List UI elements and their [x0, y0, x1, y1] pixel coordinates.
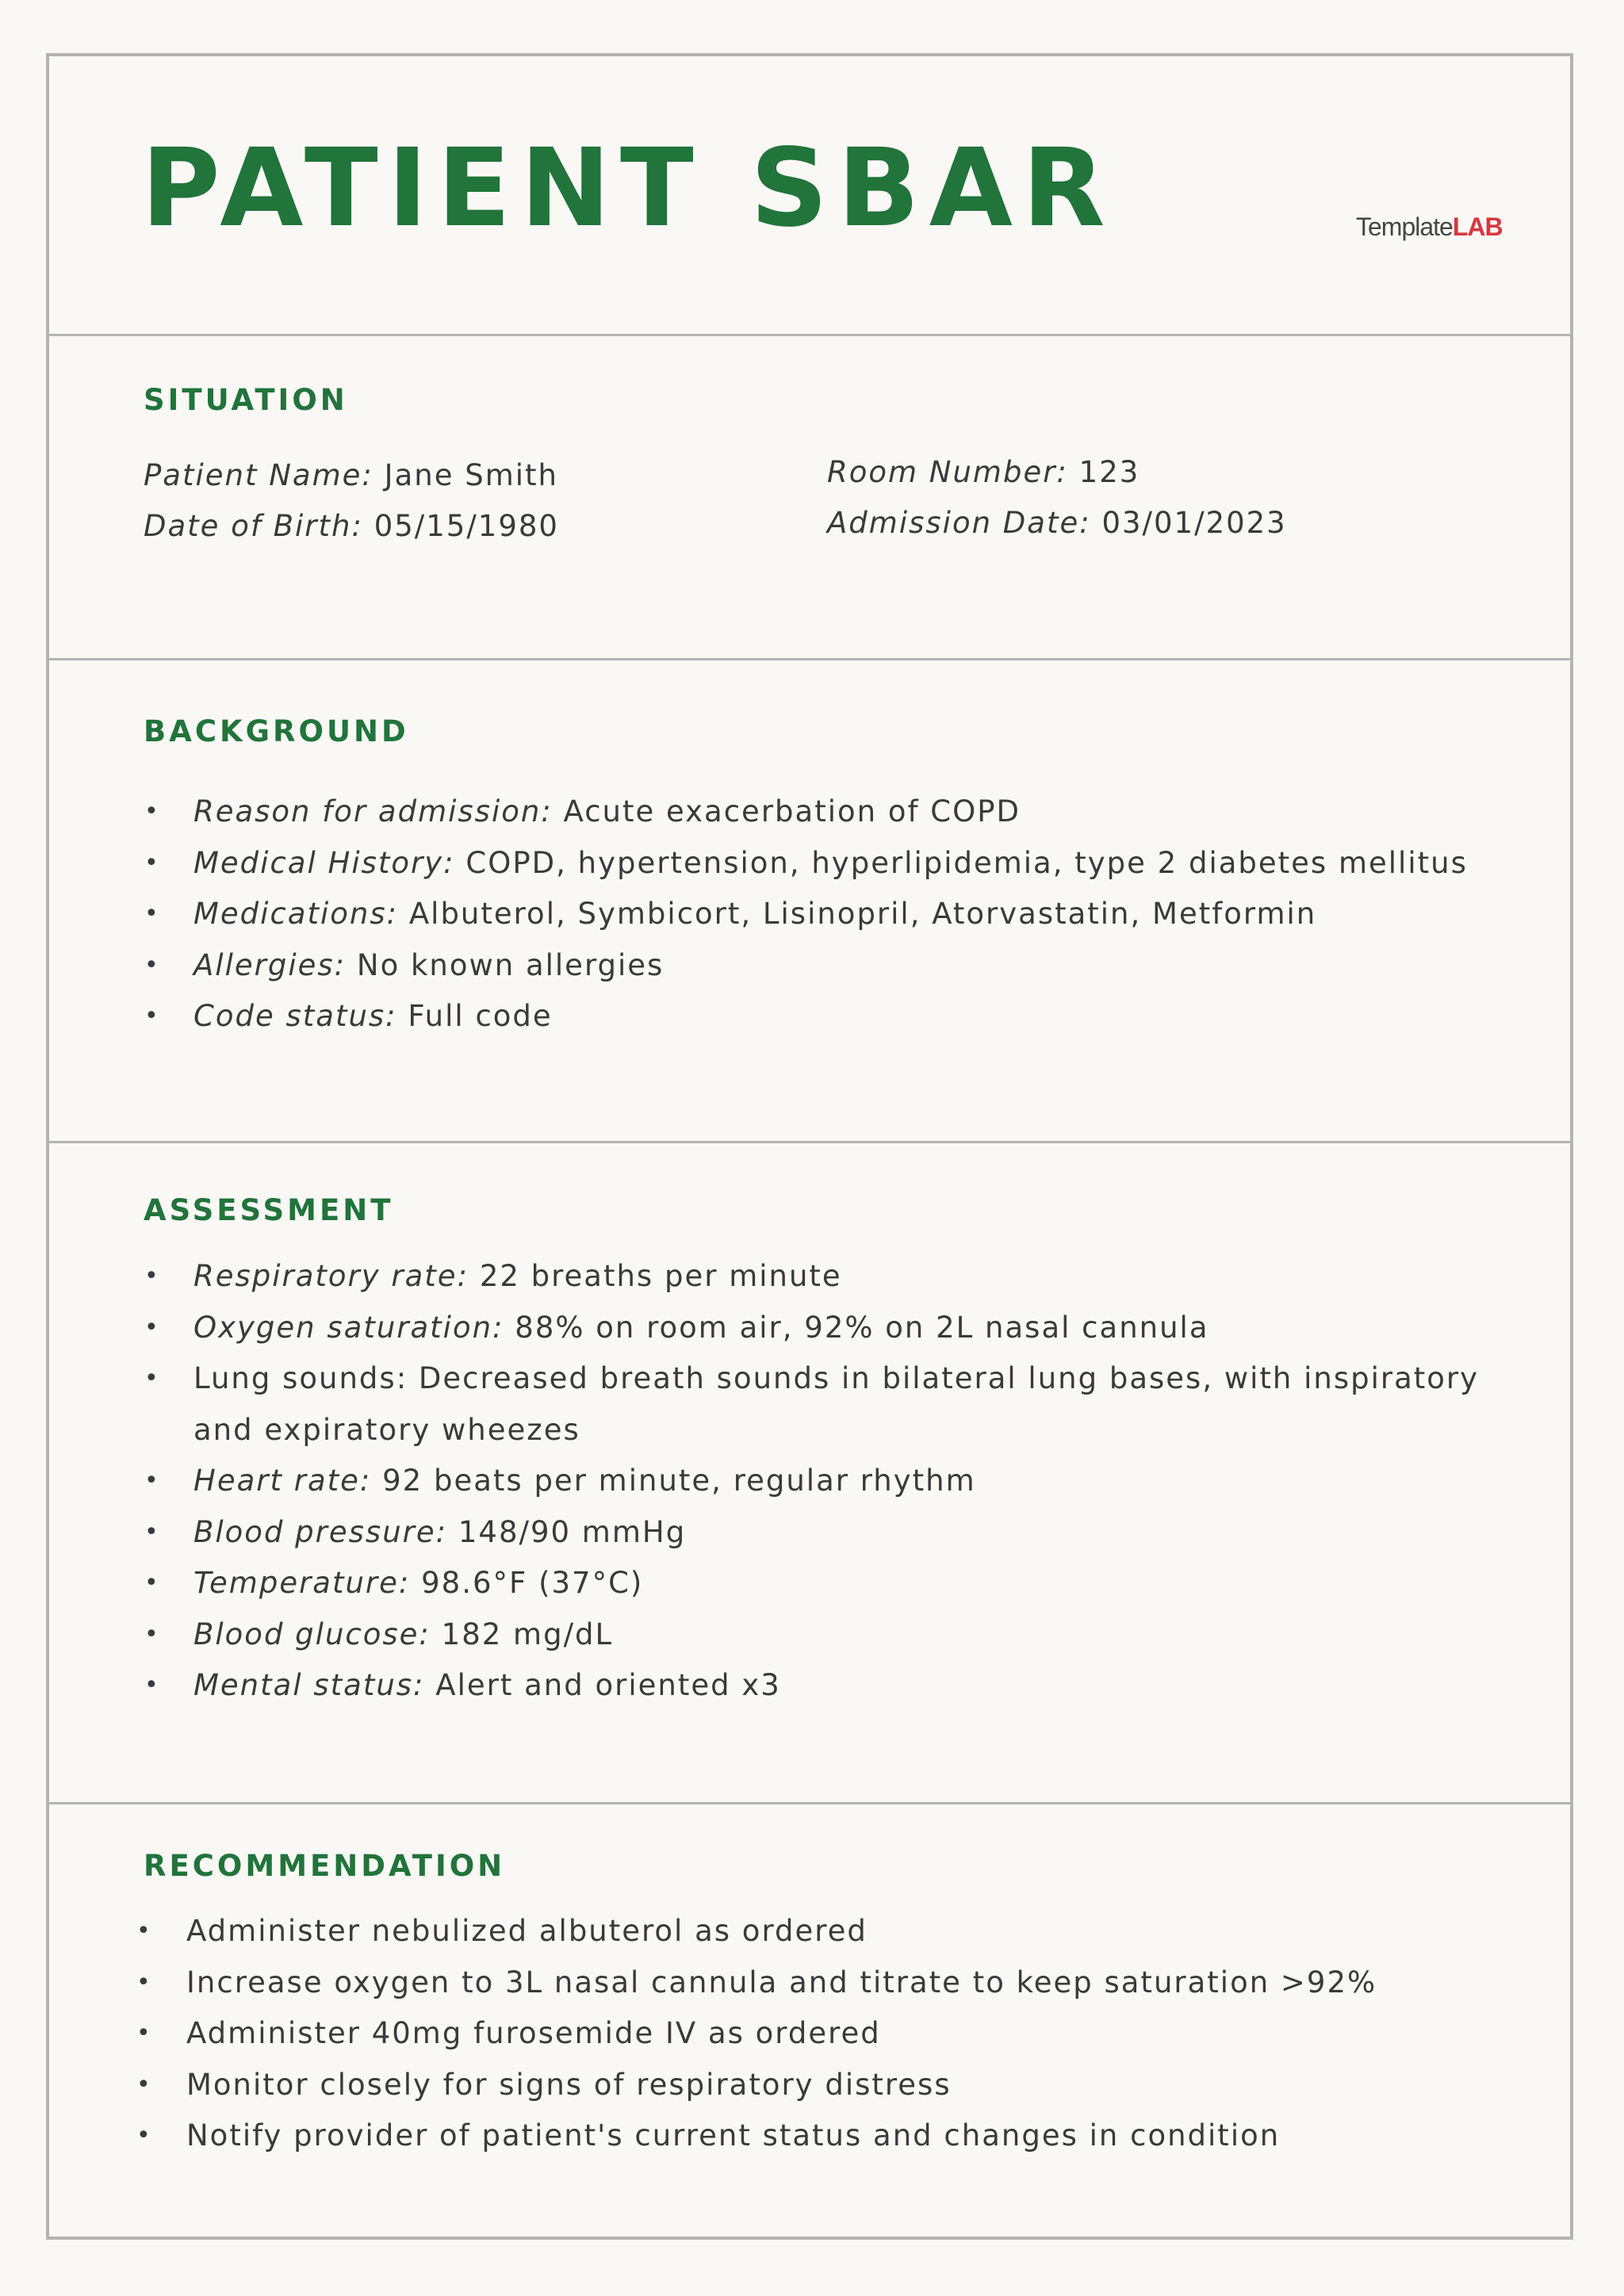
bullet-icon: • [144, 951, 160, 979]
section-divider [46, 1141, 1573, 1143]
bullet-icon: • [144, 1313, 160, 1341]
templatelab-logo [1356, 212, 1503, 242]
bullet-icon: • [136, 2122, 152, 2149]
date-of-birth-field [144, 511, 559, 541]
room-number-value: 123 [1078, 455, 1140, 489]
recommendation-list [136, 1906, 1377, 2162]
list-item: • Code status: Full code [144, 991, 1468, 1043]
list-item: • Increase oxygen to 3L nasal cannula and titrate to keep saturation >92% [136, 1957, 1377, 2009]
bullet-icon: • [144, 1364, 160, 1392]
room-number-label: Room Number: [827, 455, 1068, 489]
bullet-icon: • [136, 2070, 152, 2099]
list-item: • Monitor closely for signs of respiratory distress [136, 2060, 1377, 2111]
patient-name-value: Jane Smith [384, 458, 558, 492]
list-item: • Administer nebulized albuterol as ordered [136, 1906, 1377, 1957]
background-heading: BACKGROUND [144, 714, 409, 748]
list-item: • Allergies: No known allergies [144, 940, 1468, 992]
background-list [144, 786, 1468, 1043]
recommendation-heading: RECOMMENDATION [144, 1849, 506, 1883]
bullet-icon: • [144, 1002, 160, 1030]
admission-date-value: 03/01/2023 [1101, 506, 1287, 540]
section-divider [46, 1802, 1573, 1804]
room-number-field [827, 457, 1139, 487]
list-item: • Medications: Albuterol, Symbicort, Lisinopril, Atorvastatin, Metformin [144, 889, 1468, 940]
list-item: • Temperature: 98.6°F (37°C) [144, 1558, 1479, 1609]
section-divider [46, 658, 1573, 660]
bullet-icon: • [136, 1968, 152, 1996]
section-divider [46, 334, 1573, 336]
bullet-icon: • [144, 848, 160, 877]
bullet-icon: • [144, 1620, 160, 1648]
patient-name-label: Patient Name: [144, 458, 373, 492]
list-item: • Blood pressure: 148/90 mmHg [144, 1507, 1479, 1559]
assessment-heading: ASSESSMENT [144, 1193, 394, 1227]
logo-text-lab: LAB [1452, 212, 1503, 241]
list-item: • Blood glucose: 182 mg/dL [144, 1609, 1479, 1661]
list-item: • Administer 40mg furosemide IV as ordered [136, 2008, 1377, 2060]
bullet-icon: • [136, 1917, 152, 1945]
list-item: • Notify provider of patient's current status and changes in condition [136, 2110, 1377, 2162]
bullet-icon: • [144, 1671, 160, 1699]
bullet-icon: • [144, 1517, 160, 1546]
admission-date-field [827, 508, 1287, 538]
list-item: • Respiratory rate: 22 breaths per minute [144, 1251, 1479, 1303]
list-item: • Heart rate: 92 beats per minute, regular rhythm [144, 1456, 1479, 1507]
situation-heading: SITUATION [144, 383, 348, 417]
bullet-icon: • [144, 1569, 160, 1597]
bullet-icon: • [144, 900, 160, 928]
list-item: • Mental status: Alert and oriented x3 [144, 1660, 1479, 1712]
bullet-icon: • [136, 2019, 152, 2047]
bullet-icon: • [144, 1262, 160, 1290]
logo-text-template: Template [1356, 212, 1453, 241]
patient-name-field [144, 458, 558, 492]
assessment-list [144, 1251, 1479, 1712]
bullet-icon: • [144, 1467, 160, 1494]
date-of-birth-label: Date of Birth: [144, 509, 363, 543]
list-item: • Reason for admission: Acute exacerbation of COPD [144, 786, 1468, 838]
list-item: • Lung sounds: Decreased breath sounds in bilateral lung bases, with inspiratory and expiratory wheezes [144, 1353, 1479, 1456]
list-item: • Oxygen saturation: 88% on room air, 92% on 2L nasal cannula [144, 1303, 1479, 1354]
bullet-icon: • [144, 798, 160, 825]
list-item: • Medical History: COPD, hypertension, hyperlipidemia, type 2 diabetes mellitus [144, 838, 1468, 890]
admission-date-label: Admission Date: [827, 506, 1091, 540]
document-title: PATIENT SBAR [141, 126, 1115, 251]
date-of-birth-value: 05/15/1980 [373, 509, 559, 543]
